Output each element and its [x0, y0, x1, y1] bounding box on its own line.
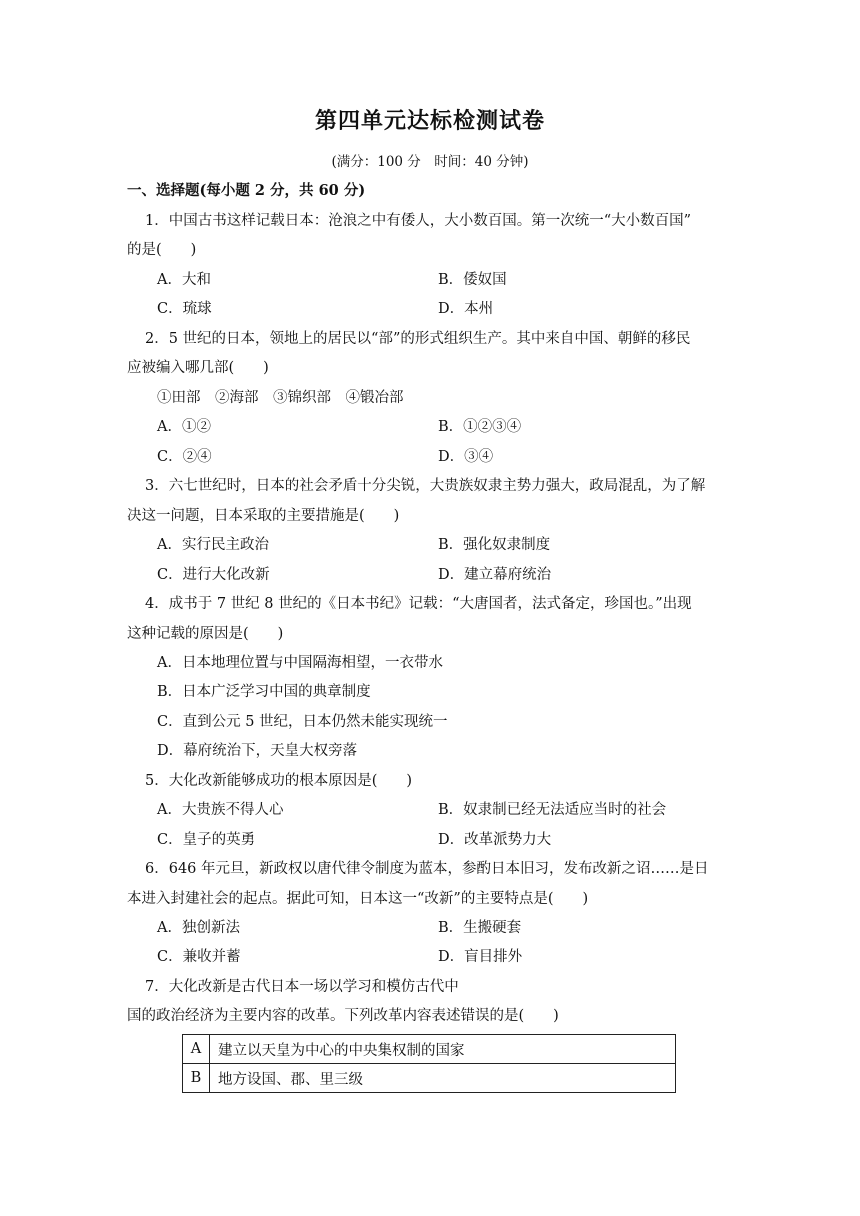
question-5-option-a: A．大贵族不得人心 [157, 802, 284, 818]
question-1-stem-cont: 的是( ) [127, 242, 197, 258]
question-2-option-a: A．①② [157, 419, 211, 435]
question-4-option-a: A．日本地理位置与中国隔海相望，一衣带水 [157, 655, 443, 671]
question-5-stem: 5．大化改新能够成功的根本原因是( ) [145, 773, 413, 789]
question-3-option-b: B．强化奴隶制度 [438, 537, 551, 553]
question-1-option-d: D．本州 [438, 301, 494, 317]
question-7-options-table [182, 1034, 676, 1093]
question-2-stem-cont: 应被编入哪几部( ) [127, 360, 269, 376]
exam-info: (满分：100 分 时间：40 分钟) [331, 154, 529, 170]
section-heading: 一、选择题(每小题 2 分，共 60 分) [127, 182, 366, 199]
question-7-stem: 7．大化改新是古代日本一场以学习和模仿古代中 [145, 979, 459, 995]
option-text: 建立以天皇为中心的中央集权制的国家 [210, 1035, 676, 1064]
question-2-option-b: B．①②③④ [438, 419, 522, 435]
question-4-stem-cont: 这种记载的原因是( ) [127, 626, 284, 642]
question-1-option-b: B．倭奴国 [438, 272, 507, 288]
table-row [183, 1035, 676, 1064]
question-1-stem: 1．中国古书这样记载日本：沧浪之中有倭人，大小数百国。第一次统一“大小数百国” [145, 213, 692, 229]
question-5-option-b: B．奴隶制已经无法适应当时的社会 [438, 802, 667, 818]
question-6-option-a: A．独创新法 [157, 920, 240, 936]
question-5-option-c: C．皇子的英勇 [157, 832, 256, 848]
question-4-option-d: D．幕府统治下，天皇大权旁落 [157, 743, 358, 759]
question-1-option-c: C．琉球 [157, 301, 212, 317]
question-6-option-d: D．盲目排外 [438, 949, 523, 965]
question-3-option-a: A．实行民主政治 [157, 537, 269, 553]
option-text: 地方设国、郡、里三级 [210, 1064, 676, 1093]
question-6-option-c: C．兼收并蓄 [157, 949, 241, 965]
question-4-stem: 4．成书于 7 世纪 8 世纪的《日本书纪》记载：“大唐国者，法式备定，珍国也。”出现 [145, 596, 692, 612]
option-key: B [183, 1064, 210, 1093]
question-6-stem: 6．646 年元旦，新政权以唐代律令制度为蓝本，参酌日本旧习，发布改新之诏……是日 [145, 861, 709, 877]
question-4-option-b: B．日本广泛学习中国的典章制度 [157, 684, 371, 700]
question-7-stem-cont: 国的政治经济为主要内容的改革。下列改革内容表述错误的是( ) [127, 1008, 559, 1024]
question-4-option-c: C．直到公元 5 世纪，日本仍然未能实现统一 [157, 714, 448, 730]
page-title: 第四单元达标检测试卷 [314, 109, 545, 134]
question-3-stem: 3．六七世纪时，日本的社会矛盾十分尖锐，大贵族奴隶主势力强大，政局混乱，为了解 [145, 478, 706, 494]
question-5-option-d: D．改革派势力大 [438, 832, 552, 848]
option-key: A [183, 1035, 210, 1064]
table-row [183, 1064, 676, 1093]
question-2-stem: 2．5 世纪的日本，领地上的居民以“部”的形式组织生产。其中来自中国、朝鲜的移民 [145, 331, 691, 347]
question-2-option-c: C．②④ [157, 449, 212, 465]
question-3-option-c: C．进行大化改新 [157, 567, 270, 583]
question-2-option-d: D．③④ [438, 449, 494, 465]
question-2-items: ①田部 ②海部 ③锦织部 ④锻冶部 [157, 390, 404, 406]
question-6-stem-cont: 本进入封建社会的起点。据此可知，日本这一“改新”的主要特点是( ) [127, 891, 589, 907]
question-1-option-a: A．大和 [157, 272, 211, 288]
question-6-option-b: B．生搬硬套 [438, 920, 522, 936]
question-3-option-d: D．建立幕府统治 [438, 567, 552, 583]
question-3-stem-cont: 决这一问题，日本采取的主要措施是( ) [127, 508, 400, 524]
